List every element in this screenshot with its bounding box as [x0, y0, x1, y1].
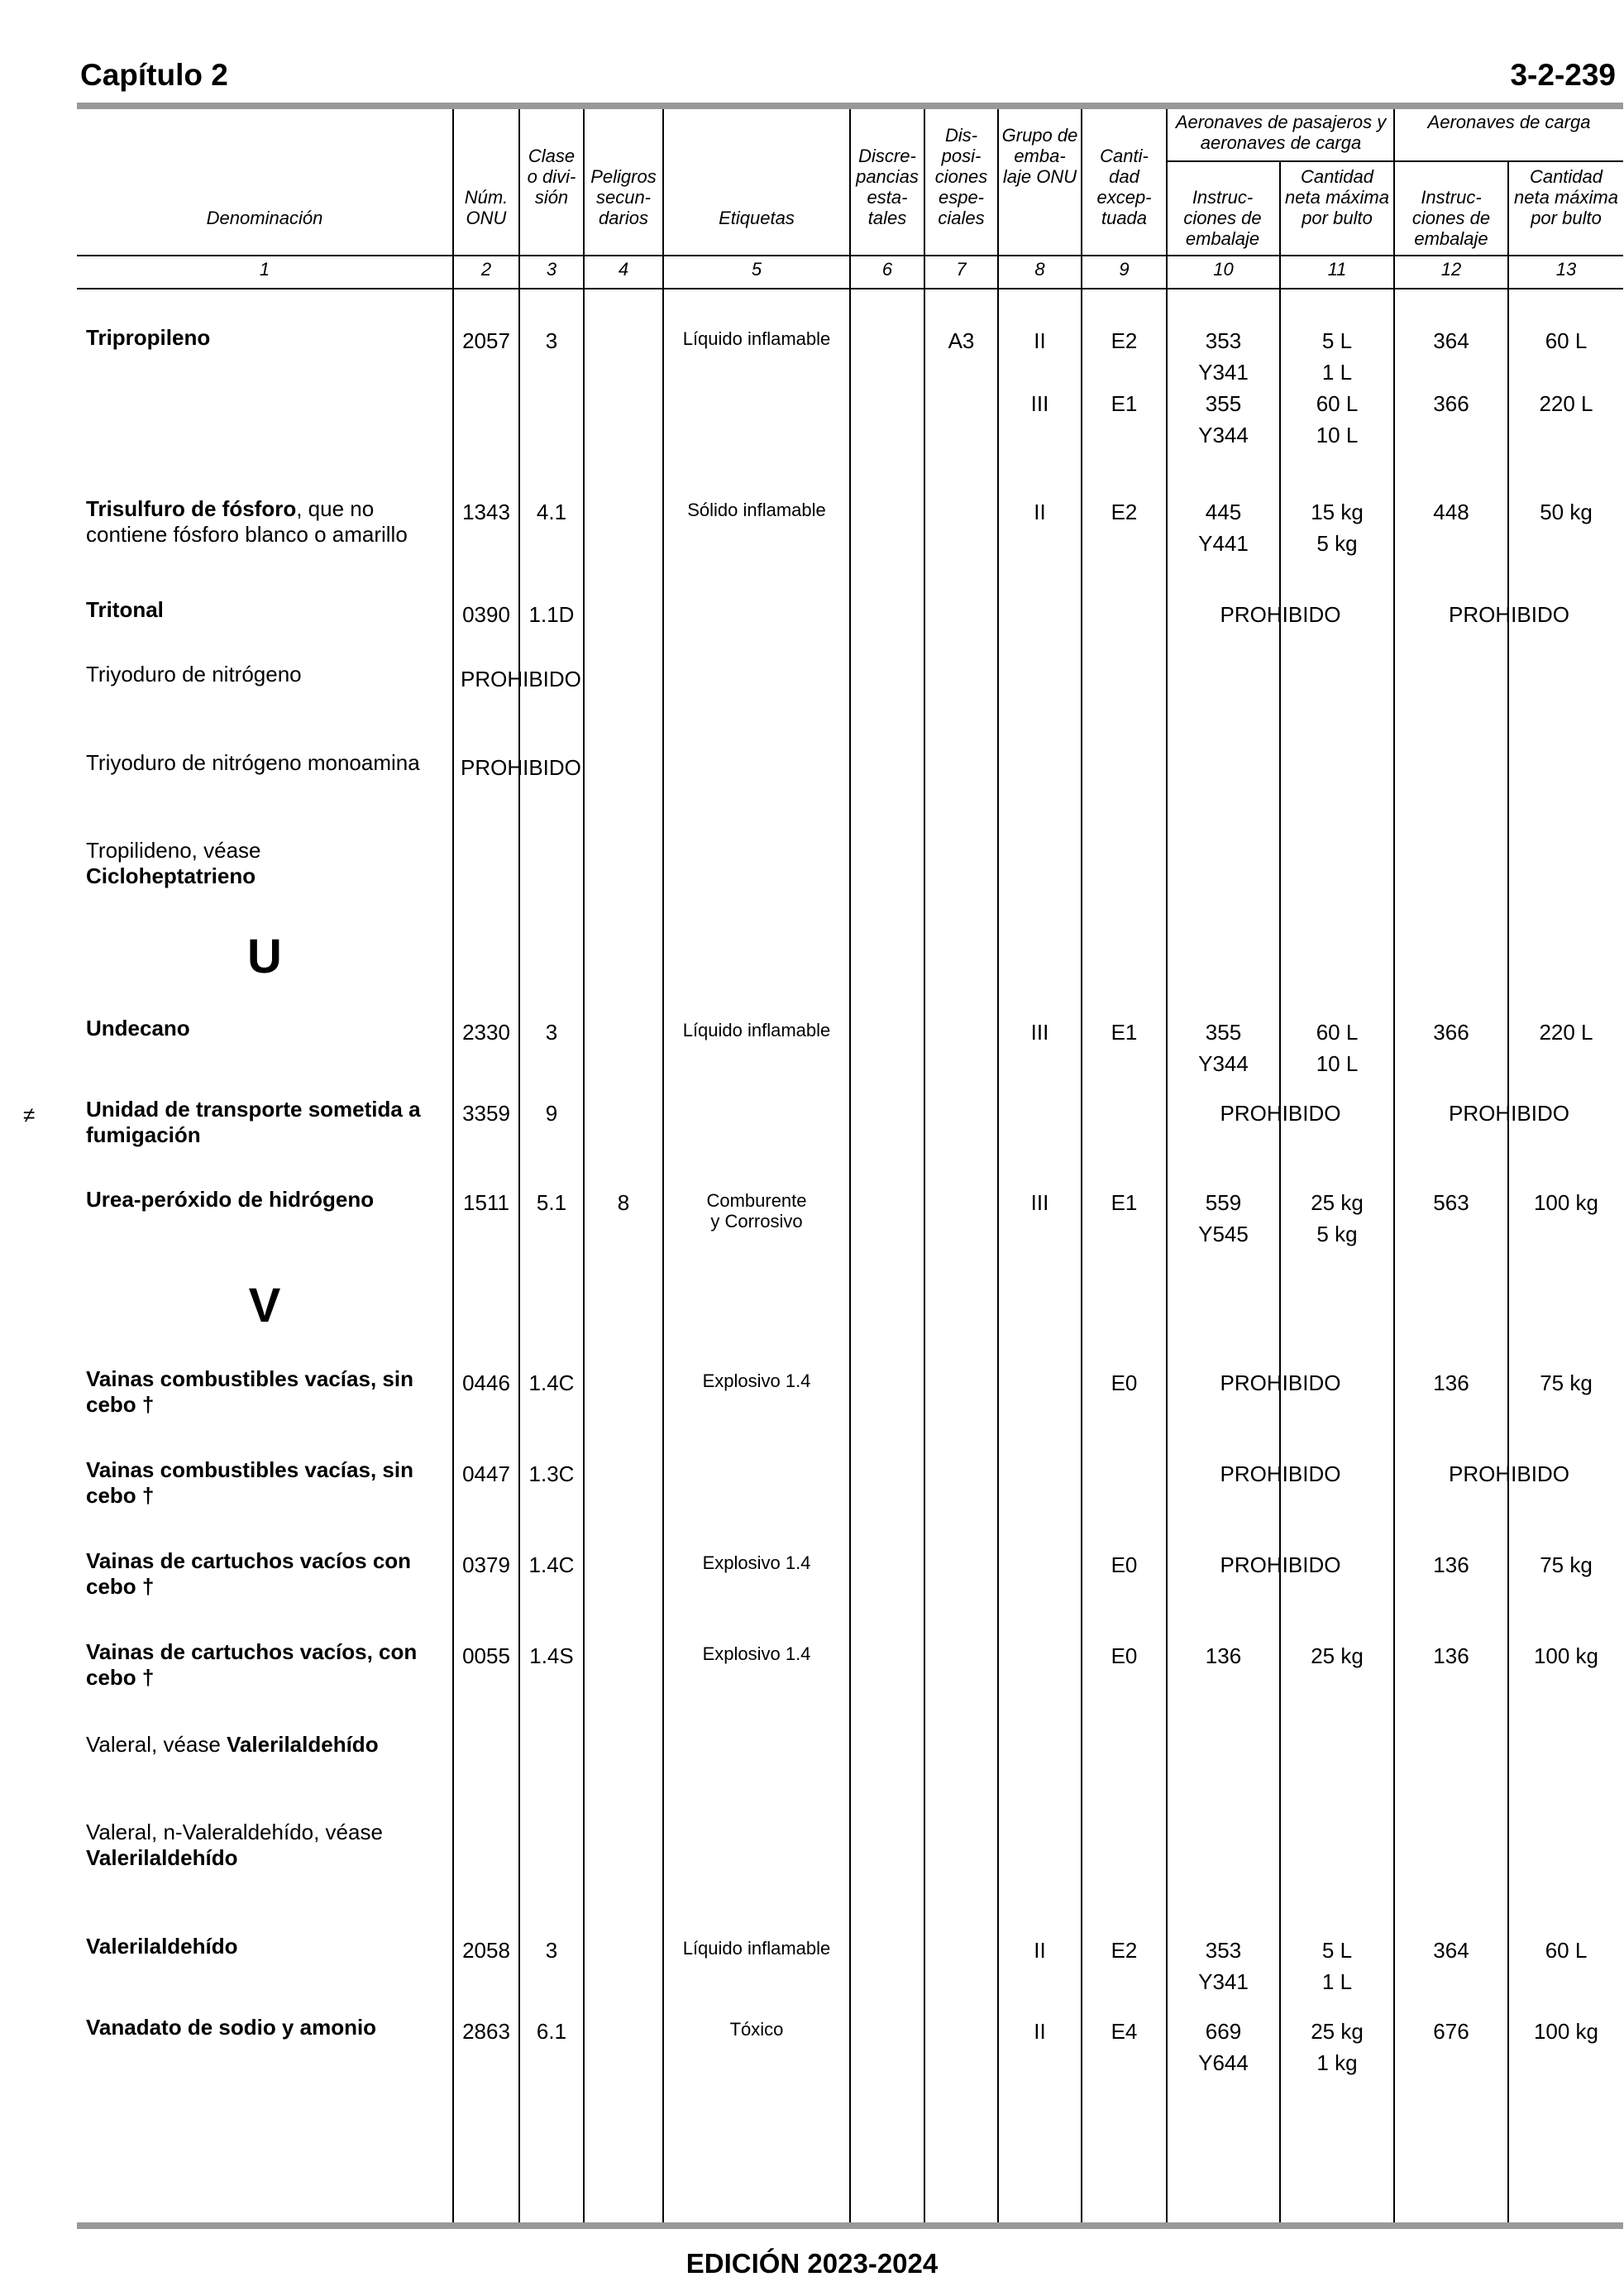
pax-max-quantity: 5 L 1 L: [1321, 1938, 1353, 1994]
cargo-prohibited: PROHIBIDO: [1449, 1461, 1569, 1486]
edition-footer: EDICIÓN 2023-2024: [685, 2248, 939, 2279]
excepted-quantity: E2 E1: [1111, 328, 1138, 416]
label-text: Explosivo 1.4: [702, 1643, 811, 1664]
top-rule: [77, 103, 1623, 109]
un-number: 3359: [462, 1101, 510, 1126]
entry-name: Urea-peróxido de hidrógeno: [86, 1187, 375, 1212]
un-number: 1343: [462, 500, 510, 524]
col-header-clase: Clase o divi- sión: [527, 146, 576, 208]
un-number: 0055: [462, 1643, 510, 1668]
entry-name: Vainas combustibles vacías, sin cebo †: [86, 1366, 413, 1417]
excepted-quantity: E0: [1111, 1370, 1138, 1395]
pax-prohibited: PROHIBIDO: [1220, 602, 1341, 627]
cargo-max-quantity: 220 L: [1539, 1020, 1593, 1045]
col-header-disposiciones: Dis- posi- ciones espe- ciales: [934, 125, 988, 228]
special-provision: A3: [948, 328, 975, 353]
col-number: 13: [1555, 259, 1577, 280]
col-header-grupo: Grupo de emba- laje ONU: [1001, 125, 1078, 187]
cargo-max-quantity: 75 kg: [1540, 1552, 1593, 1577]
cargo-max-quantity: 100 kg: [1533, 2019, 1599, 2044]
packing-group: II: [1034, 500, 1046, 524]
col-number: 5: [751, 259, 762, 280]
col-number: 11: [1327, 259, 1347, 280]
entry-name: Vainas combustibles vacías, sin cebo †: [86, 1457, 413, 1508]
pax-packing-instruction: 353 Y341: [1198, 1938, 1249, 1994]
excepted-quantity: E2: [1111, 500, 1138, 524]
entry-name: Valerilaldehído: [86, 1934, 238, 1959]
chapter-title: Capítulo 2: [80, 58, 228, 92]
class-division: 3: [545, 328, 558, 353]
col-header-qty-cargo: Cantidad neta máxima por bulto: [1514, 166, 1618, 228]
pax-max-quantity: 25 kg 5 kg: [1311, 1190, 1364, 1246]
packing-group: II: [1034, 2019, 1046, 2044]
col-header-num-onu: Núm. ONU: [464, 187, 509, 228]
cargo-packing-instruction: 676: [1433, 2019, 1469, 2044]
excepted-quantity: E0: [1111, 1552, 1138, 1577]
label-text: Líquido inflamable: [682, 1938, 831, 1959]
pax-max-quantity: 25 kg: [1311, 1643, 1364, 1668]
pax-max-quantity: 15 kg 5 kg: [1311, 500, 1364, 556]
un-number: 0379: [462, 1552, 510, 1577]
cargo-packing-instruction: 366: [1433, 1020, 1469, 1045]
pax-packing-instruction: 136: [1205, 1643, 1242, 1668]
entry-name: Vanadato de sodio y amonio: [86, 2015, 377, 2040]
un-number: 2058: [462, 1938, 510, 1963]
pax-max-quantity: 25 kg 1 kg: [1311, 2019, 1364, 2075]
bottom-rule: [77, 2222, 1623, 2229]
class-division: 3: [545, 1020, 558, 1045]
packing-group: III: [1030, 1020, 1049, 1045]
un-number: 1511: [463, 1190, 509, 1215]
col-header-group-cargo: Aeronaves de carga: [1427, 112, 1591, 132]
cargo-packing-instruction: 136: [1433, 1643, 1469, 1668]
class-division: 1.3C: [528, 1461, 575, 1486]
entry-name: Vainas de cartuchos vacíos, con cebo †: [86, 1639, 418, 1690]
cargo-packing-instruction: 136: [1433, 1552, 1469, 1577]
col-header-group-pax: Aeronaves de pasajeros y aeronaves de carga: [1175, 112, 1387, 153]
col-header-pi-cargo: Instruc- ciones de embalaje: [1411, 187, 1491, 249]
entry-name: Vainas de cartuchos vacíos con cebo †: [86, 1548, 412, 1599]
excepted-quantity: E2: [1111, 1938, 1138, 1963]
col-number: 1: [259, 259, 270, 280]
subsidiary-hazard: 8: [617, 1190, 630, 1215]
entry-name: Undecano: [86, 1016, 190, 1040]
packing-group: II: [1034, 1938, 1046, 1963]
col-number: 9: [1119, 259, 1130, 280]
entry-name: Tripropileno: [86, 325, 211, 350]
col-number: 7: [956, 259, 967, 280]
pax-prohibited: PROHIBIDO: [1220, 1552, 1341, 1577]
pax-prohibited: PROHIBIDO: [1220, 1101, 1341, 1126]
col-number: 2: [480, 259, 492, 280]
not-equal-mark: ≠: [23, 1103, 36, 1127]
excepted-quantity: E0: [1111, 1643, 1138, 1668]
cargo-max-quantity: 75 kg: [1540, 1370, 1593, 1395]
forbidden-status: PROHIBIDO: [461, 755, 581, 780]
cargo-max-quantity: 50 kg: [1540, 500, 1593, 524]
cargo-packing-instruction: 563: [1433, 1190, 1469, 1215]
pax-packing-instruction: 353 Y341 355 Y344: [1198, 328, 1249, 447]
excepted-quantity: E1: [1111, 1020, 1138, 1045]
packing-group: II III: [1030, 328, 1049, 416]
entry-name: Triyoduro de nitrógeno: [86, 662, 302, 686]
un-number: 2057: [462, 328, 510, 353]
col-header-cantidad-exceptuada: Canti- dad excep- tuada: [1096, 146, 1152, 228]
pax-max-quantity: 5 L 1 L 60 L 10 L: [1316, 328, 1359, 447]
excepted-quantity: E1: [1111, 1190, 1138, 1215]
packing-group: III: [1030, 1190, 1049, 1215]
col-header-etiquetas: Etiquetas: [719, 208, 795, 228]
col-header-peligros: Peligros secun- darios: [590, 166, 657, 228]
pax-prohibited: PROHIBIDO: [1220, 1370, 1341, 1395]
excepted-quantity: E4: [1111, 2019, 1138, 2044]
entry-name: Trisulfuro de fósforo, que no contiene fósforo blanco o amarillo: [86, 496, 408, 547]
class-division: 1.4S: [529, 1643, 574, 1668]
cargo-max-quantity: 60 L 220 L: [1539, 328, 1593, 416]
col-header-qty-pax: Cantidad neta máxima por bulto: [1285, 166, 1389, 228]
cargo-prohibited: PROHIBIDO: [1449, 1101, 1569, 1126]
col-number: 8: [1034, 259, 1045, 280]
un-number: 2330: [462, 1020, 510, 1045]
col-number: 10: [1213, 259, 1234, 280]
class-division: 3: [545, 1938, 558, 1963]
section-letter-v: V: [248, 1279, 281, 1332]
label-text: Líquido inflamable: [682, 328, 831, 349]
col-header-denominacion: Denominación: [206, 208, 323, 228]
cargo-max-quantity: 100 kg: [1533, 1643, 1599, 1668]
un-number: 0390: [462, 602, 510, 627]
class-division: 1.1D: [528, 602, 575, 627]
label-text: Tóxico: [729, 2019, 784, 2040]
class-division: 6.1: [536, 2019, 567, 2044]
class-division: 4.1: [536, 500, 567, 524]
label-text: Comburente y Corrosivo: [706, 1190, 807, 1232]
cargo-packing-instruction: 364: [1433, 1938, 1469, 1963]
cargo-max-quantity: 100 kg: [1533, 1190, 1599, 1215]
label-text: Explosivo 1.4: [702, 1370, 811, 1391]
pax-packing-instruction: 445 Y441: [1198, 500, 1249, 556]
col-number: 12: [1440, 259, 1462, 280]
un-number: 0446: [462, 1370, 510, 1395]
col-number: 6: [881, 259, 893, 280]
page-number: 3-2-239: [1510, 58, 1616, 92]
col-number: 3: [546, 259, 557, 280]
col-header-pi-pax: Instruc- ciones de embalaje: [1183, 187, 1262, 249]
un-number: 0447: [462, 1461, 510, 1486]
cargo-packing-instruction: 364 366: [1433, 328, 1469, 416]
cargo-packing-instruction: 448: [1433, 500, 1469, 524]
label-text: Sólido inflamable: [687, 500, 826, 520]
entry-name: Triyoduro de nitrógeno monoamina: [86, 750, 420, 775]
pax-packing-instruction: 559 Y545: [1198, 1190, 1249, 1246]
un-number: 2863: [462, 2019, 510, 2044]
class-division: 5.1: [536, 1190, 567, 1215]
cargo-max-quantity: 60 L: [1545, 1938, 1588, 1963]
entry-name: Tritonal: [86, 597, 164, 622]
entry-name: Unidad de transporte sometida a fumigación: [86, 1097, 421, 1147]
pax-max-quantity: 60 L 10 L: [1316, 1020, 1359, 1076]
entry-name: Valeral, n-Valeraldehído, véase Valerilaldehído: [86, 1820, 383, 1870]
cargo-prohibited: PROHIBIDO: [1449, 602, 1569, 627]
class-division: 9: [545, 1101, 558, 1126]
forbidden-status: PROHIBIDO: [461, 667, 581, 691]
entry-name: Tropilideno, véase Cicloheptatrieno: [86, 838, 261, 888]
pax-packing-instruction: 669 Y644: [1198, 2019, 1249, 2075]
class-division: 1.4C: [528, 1370, 575, 1395]
section-letter-u: U: [247, 930, 282, 983]
label-text: Líquido inflamable: [682, 1020, 831, 1040]
class-division: 1.4C: [528, 1552, 575, 1577]
pax-packing-instruction: 355 Y344: [1198, 1020, 1249, 1076]
cargo-packing-instruction: 136: [1433, 1370, 1469, 1395]
col-number: 4: [618, 259, 629, 280]
label-text: Explosivo 1.4: [702, 1552, 811, 1573]
col-header-discrepancias: Discre- pancias esta- tales: [856, 146, 919, 228]
entry-name: Valeral, véase Valerilaldehído: [86, 1732, 379, 1757]
pax-prohibited: PROHIBIDO: [1220, 1461, 1341, 1486]
